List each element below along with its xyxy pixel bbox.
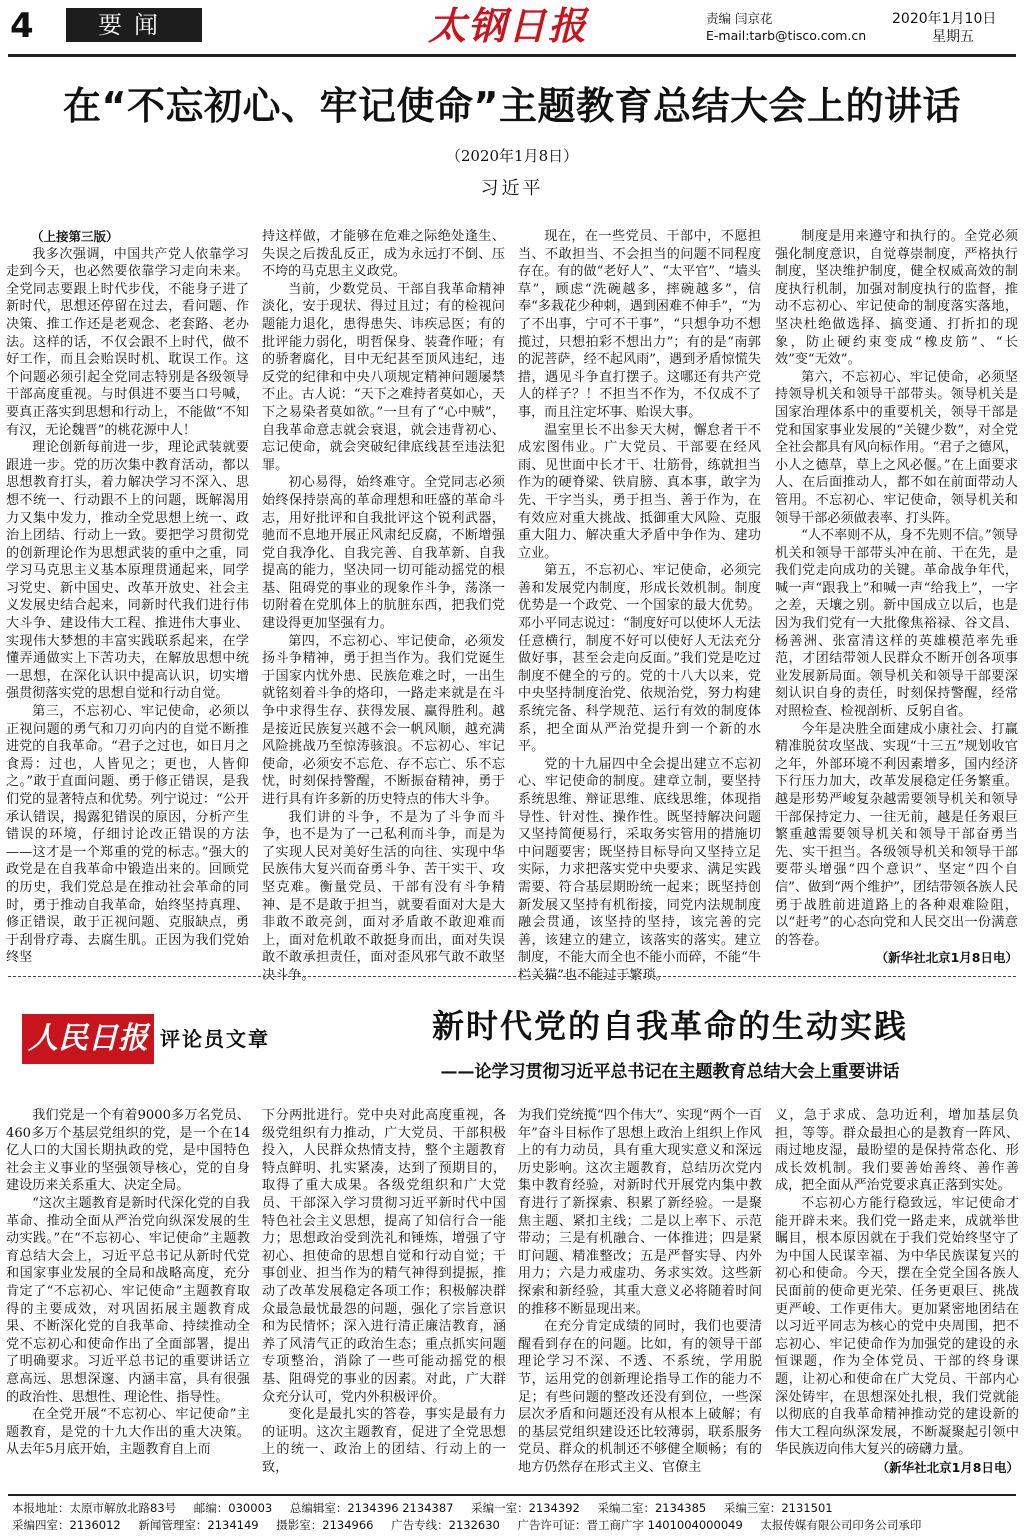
editor-email: E-mail:tarb@tisco.com.cn (706, 28, 867, 43)
footer-dept2-phone: 采编二室：2134385 (597, 1501, 707, 1515)
article1-date: （2020年1月8日） (445, 147, 579, 165)
issue-date-block (892, 10, 996, 46)
paragraph: 下分两批进行。党中央对此高度重视，各级党组织有力推动，广大党员、干部积极投入，人民群众热情支持，整个主题教育特点鲜明、扎实紧凑，达到了预期目的，取得了重大成果。各级党组织和广大党员、干部深入学习贯彻习近平新时代中国特色社会主义思想，提高了知信行合一能力；思想政治受到洗礼和锤炼，增强了守初心、担使命的思想自觉和行动自觉；干事创业、担当作为的精气神得到提振，推动了改革发展稳定各项工作；积极解决群众最急最忧最怨的问题，强化了宗旨意识和为民情怀；深入进行清正廉洁教育，涵养了风清气正的政治生态；重点抓实问题专项整治，消除了一些可能动摇党的根基、阻碍党的事业的因素。对此，广大群众充分认可，党内外积极评价。 (262, 1108, 506, 1405)
continued-note: （上接第三版） (31, 229, 119, 244)
editor-info (706, 10, 866, 44)
article1-signoff: （新华社北京1月8日电） (875, 950, 1018, 966)
section-tag: 要闻 (66, 8, 202, 42)
section-divider (8, 976, 1016, 977)
footer-photo-phone: 摄影室：2134966 (276, 1518, 374, 1532)
paragraph: 在全党开展“不忘初心、牢记使命”主题教育，是党的十九大作出的重大决策。从去年5月底开始，主题教育自上而 (6, 1407, 250, 1458)
article1-column-1 (6, 228, 249, 966)
issue-date: 2020年1月10日 (892, 11, 997, 27)
footer-dept1-phone: 采编一室：2134392 (471, 1501, 580, 1515)
footer-postcode: 邮编：030003 (193, 1501, 273, 1515)
issue-weekday: 星期五 (932, 29, 974, 45)
newspaper-logo: 太钢日报 (428, 3, 589, 48)
footer-line-2 (12, 1517, 1016, 1534)
footer-rule (8, 1494, 1016, 1496)
page-number: 4 (10, 6, 34, 46)
footer-printer: 太报传媒有限公司印务公司承印 (760, 1518, 922, 1532)
paragraph: 党的十九届四中全会提出建立不忘初心、牢记使命的制度。建章立制，要坚持系统思维、辩证思维、底线思维，体现指导性、针对性、操作性。既坚持解决问题又坚持简便易行，采取务实管用的措施切中问题要害；既坚持目标导向又坚持立足实际，力求把落实党中央要求、满足实践需要、符合基层期盼统一起来；既坚持创新发展又坚持有机衔接，同党内法规制度融会贯通，该坚持的坚持，该完善的完善，该建立的建立，该落实的落实。建立制度，不能大而全也不能小而碎，不能“牛栏关猫”也不能过于繁琐。 (518, 756, 761, 983)
paragraph: 当前，少数党员、干部自我革命精神淡化，安于现状、得过且过；有的检视问题能力退化，患得患失、讳疾忌医；有的批评能力弱化，明哲保身、装聋作哑；有的骄奢腐化，目中无纪甚至顶风违纪，违反党的纪律和中央八项规定精神问题屡禁不止。古人说：“天下之难持者莫如心，天下之易染者莫如欲。”一旦有了“心中贼”，自我革命意志就会衰退，就会违背初心、忘记使命，就会突破纪律底线甚至违法犯罪。 (262, 281, 505, 473)
masthead (0, 0, 1024, 56)
article1-title: 在“不忘初心、牢记使命”主题教育总结大会上的讲话 (63, 84, 961, 128)
paragraph: 义，急于求成、急功近利，增加基层负担，等等。群众最担心的是教育一阵风、雨过地皮湿，最盼望的是保持常态化、形成长效机制。我们要善始善终、善作善成，把全面从严治党要求真正落到实处。 (775, 1108, 1019, 1194)
footer-news-mgmt-phone: 新闻管理室：2134149 (138, 1518, 259, 1532)
article1-column-4 (775, 228, 1018, 966)
peoples-daily-logo: 人民日报 (22, 1014, 154, 1064)
paragraph: 第四，不忘初心、牢记使命，必须发扬斗争精神，勇于担当作为。我们党诞生于国家内忧外患、民族危难之时，一出生就铭刻着斗争的烙印，一路走来就是在斗争中求得生存、获得发展、赢得胜利。越是接近民族复兴越不会一帆风顺，越充满风险挑战乃至惊涛骇浪。不忘初心、牢记使命，必须安不忘危、存不忘亡、乐不忘忧，时刻保持警醒，不断振奋精神，勇于进行具有许多新的历史特点的伟大斗争。 (262, 633, 505, 807)
paragraph: 我们党是一个有着9000多万名党员、460多万个基层党组织的党，是一个在14亿人口的大国长期执政的党，是中国特色社会主义事业的坚强领导核心，党的自身建设历来关系重大、决定全局。 (6, 1108, 250, 1194)
paragraph: 第六，不忘初心、牢记使命，必须坚持领导机关和领导干部带头。领导机关是国家治理体系中的重要机关，领导干部是党和国家事业发展的“关键少数”，对全党全社会都具有风向标作用。“君子之德风，小人之德草，草上之风必偃。”在上面要求人、在后面推动人，都不如在前面带动人管用。不忘初心、牢记使命，领导机关和领导干部必须做表率、打头阵。 (775, 369, 1018, 526)
article2-column-2 (262, 1107, 506, 1479)
paragraph: 第三，不忘初心、牢记使命，必须以正视问题的勇气和刀刃向内的自觉不断推进党的自我革命。“君子之过也，如日月之食焉：过也，人皆见之；更也，人皆仰之。”敢于直面问题、勇于修正错误，是我们党的显著特点和优势。列宁说过：“公开承认错误，揭露犯错误的原因，分析产生错误的环境，仔细讨论改正错误的方法——这才是一个郑重的党的标志。”强大的政党是在自我革命中锻造出来的。回顾党的历史，我们党总是在推动社会革命的同时，勇于推动自我革命，始终坚持真理、修正错误，敢于正视问题、克服缺点，勇于刮骨疗毒、去腐生肌。正因为我们党始终坚 (6, 704, 249, 966)
article2-signoff: （新华社北京1月8日电） (876, 1459, 1019, 1475)
footer-dept3-phone: 采编三室：2131501 (723, 1501, 833, 1515)
paragraph: “这次主题教育是新时代深化党的自我革命、推动全面从严治党向纵深发展的生动实践。”在“不忘初心、牢记使命”主题教育总结大会上，习近平总书记从新时代党和国家事业发展的全局和战略高度，充分肯定了“不忘初心、牢记使命”主题教育取得的主要成效，对巩固拓展主题教育成果、不断深化党的自我革命、持续推动全党不忘初心和使命作出了全面部署，提出了明确要求。习近平总书记的重要讲话立意高远、思想深邃、内涵丰富，具有很强的政治性、思想性、理论性、指导性。 (6, 1195, 250, 1405)
paragraph: 我多次强调，中国共产党人依靠学习走到今天，也必然要依靠学习走向未来。全党同志要跟上时代步伐，不能身子进了新时代，思想还停留在过去，看问题、作决策、推工作还是老观念、老套路、老办法。这样的话，不仅会跟不上时代，做不好工作，而且会贻误时机、耽误工作。这个问题必须引起全党同志特别是各级领导干部高度重视。与时俱进不要当口号喊，要真正落实到思想和行动上，不能做“不知有汉，无论魏晋”的桃花源中人！ (6, 246, 249, 438)
article2-subtitle: ——论学习贯彻习近平总书记在主题教育总结大会上重要讲话 (440, 1062, 900, 1082)
paragraph: 初心易得，始终难守。全党同志必须始终保持崇高的革命理想和旺盛的革命斗志，用好批评和自我批评这个锐利武器，驰而不息地开展正风肃纪反腐，不断增强党自我净化、自我完善、自我革新、自我提高的能力，坚决同一切可能动摇党的根基、阻碍党的事业的现象作斗争，荡涤一切附着在党肌体上的肮脏东西，把我们党建设得更加坚强有力。 (262, 475, 505, 632)
article1-column-2 (262, 228, 505, 983)
commentator-label: 评论员文章 (160, 1027, 270, 1051)
footer-ad-phone: 广告专线：2132630 (391, 1518, 500, 1532)
paragraph: 变化是最扎实的答卷，事实是最有力的证明。这次主题教育，促进了全党思想上的统一、政治上的团结、行动上的一致， (262, 1407, 506, 1475)
footer-chief-editor-phone: 总编辑室：2134396 2134387 (289, 1501, 454, 1515)
footer-line-1 (12, 1500, 1016, 1517)
article1-author: 习近平 (480, 178, 544, 199)
paragraph: 我们讲的斗争，不是为了斗争而斗争，也不是为了一己私利而斗争，而是为了实现人民对美好生活的向往、实现中华民族伟大复兴而奋勇斗争、苦干实干、攻坚克难。衡量党员、干部有没有斗争精神、是不是敢于担当，就要看面对大是大非敢不敢亮剑，面对矛盾敢不敢迎难而上，面对危机敢不敢挺身而出，面对失误敢不敢承担责任，面对歪风邪气敢不敢坚决斗争。 (262, 809, 505, 983)
paragraph: 为我们党统揽“四个伟大”、实现“两个一百年”奋斗目标作了思想上政治上组织上作风上的有力动员，具有重大现实意义和深远历史影响。这次主题教育，总结历次党内集中教育经验，对新时代开展党内集中教育进行了新探索、积累了新经验。一是聚焦主题、紧扣主线；二是以上率下、示范带动；三是有机融合、一体推进；四是紧盯问题、精准整改；五是严督实导、内外用力；六是力戒虚功、务求实效。这些新探索和新经验，其重大意义必将随着时间的推移不断显现出来。 (518, 1108, 762, 1317)
paragraph: 不忘初心方能行稳致远，牢记使命才能开辟未来。我们党一路走来，成就举世瞩目，根本原因就在于我们党始终坚守了为中国人民谋幸福、为中华民族谋复兴的初心和使命。今天，摆在全党全国各族人民面前的使命更光荣、任务更艰巨、挑战更严峻、工作更伟大。更加紧密地团结在以习近平同志为核心的党中央周围，把不忘初心、牢记使命作为加强党的建设的永恒课题，作为全体党员、干部的终身课题，让初心和使命在广大党员、干部内心深处铸牢，在思想深处扎根，我们党就能以彻底的自我革命精神推动党的建设新的伟大工程向纵深发展，不断凝聚起引领中华民族迈向伟大复兴的磅礴力量。 (775, 1195, 1019, 1458)
paragraph: 温室里长不出参天大树，懈怠者干不成宏图伟业。广大党员、干部要在经风雨、见世面中长才干、壮筋骨，练就担当作为的硬脊梁、铁肩膀、真本事，敢字为先、干字当头，勇于担当、善于作为，在有效应对重大挑战、抵御重大风险、克服重大阻力、解决重大矛盾中争作为、建功立业。 (518, 422, 761, 561)
editor-name: 责编 闫京花 (706, 11, 773, 26)
article2-column-4 (775, 1107, 1019, 1479)
footer-ad-license: 广告许可证：晋工商广字 1401004000049 (517, 1518, 743, 1532)
article1-column-3 (518, 228, 761, 983)
article2-title: 新时代党的自我革命的生动实践 (431, 1007, 908, 1045)
article2-column-3 (518, 1107, 762, 1479)
paragraph: 制度是用来遵守和执行的。全党必须强化制度意识，自觉尊崇制度，严格执行制度，坚决维护制度，健全权威高效的制度执行机制，加强对制度执行的监督，推动不忘初心、牢记使命的制度落实落地，坚决杜绝做选择、搞变通、打折扣的现象，防止硬约束变成“橡皮筋”、“长效”变“无效”。 (775, 229, 1018, 368)
paragraph: 第五，不忘初心、牢记使命，必须完善和发展党内制度，形成长效机制。制度优势是一个政党、一个国家的最大优势。邓小平同志说过：“制度好可以使坏人无法任意横行，制度不好可以使好人无法充分做好事，甚至会走向反面。”我们党是吃过制度不健全的亏的。党的十八大以来，党中央坚持制度治党、依规治党，努力构建系统完备、科学规范、运行有效的制度体系，把全面从严治党提升到一个新的水平。 (518, 563, 761, 755)
paragraph: 现在，在一些党员、干部中，不愿担当、不敢担当、不会担当的问题不同程度存在。有的做“老好人”、“太平官”、“墙头草”，顾虑“洗碗越多，摔碗越多”，信奉“多栽花少种刺，遇到困难不伸手”，“为了不出事，宁可不干事”，“只想争功不想揽过，只想拍彩不想出力”；有的是“南郭的泥菩萨，经不起风雨”，遇到矛盾惊慌失措，遇见斗争直打摆子。这哪还有共产党人的样子？！不担当不作为，不仅成不了事，而且注定坏事、贻误大事。 (518, 229, 761, 420)
paragraph: 今年是决胜全面建成小康社会、打赢精准脱贫攻坚战、实现“十三五”规划收官之年，外部环境不利因素增多，国内经济下行压力加大，改革发展稳定任务繁重。越是形势严峻复杂越需要领导机关和领导干部保持定力、一往无前，越是任务艰巨繁重越需要领导机关和领导干部奋勇当先、实干担当。各级领导机关和领导干部要带头增强“四个意识”、坚定“四个自信”、做到“两个维护”，团结带领各族人民勇于战胜前进道路上的各种艰难险阻，以“赶考”的心态向党和人民交出一份满意的答卷。 (775, 721, 1018, 948)
article2-column-1 (6, 1107, 250, 1479)
footer (12, 1500, 1016, 1534)
footer-address: 本报地址：太原市解放北路83号 (12, 1501, 177, 1515)
masthead-rule (8, 54, 1016, 57)
paragraph: 理论创新每前进一步，理论武装就要跟进一步。党的历次集中教育活动，都以思想教育打头，着力解决学习不深入、思想不统一、行动跟不上的问题，既解渴用力又集中发力，推动全党思想上统一、政治上团结、行动上一致。要把学习贯彻党的创新理论作为思想武装的重中之重，同学习马克思主义基本原理贯通起来，同学习党史、新中国史、改革开放史、社会主义发展史结合起来，同新时代我们进行伟大斗争、建设伟大工程、推进伟大事业、实现伟大梦想的丰富实践联系起来，在学懂弄通做实上下苦功夫，在解放思想中统一思想，在深化认识中提高认识，切实增强贯彻落实党的思想自觉和行动自觉。 (6, 440, 249, 702)
footer-dept4-phone: 采编四室：2136012 (12, 1518, 121, 1532)
paragraph: 在充分肯定成绩的同时，我们也要清醒看到存在的问题。比如，有的领导干部理论学习不深、不透、不系统，学用脱节，运用党的创新理论指导工作的能力不足；有些问题的整改还没有到位，一些深层次矛盾和问题还没有从根本上破解；有的基层党组织建设还比较薄弱，联系服务党员、群众的机制还不够健全顺畅；有的地方仍然存在形式主义、官僚主 (518, 1319, 762, 1475)
paragraph: 持这样做，才能够在危难之际绝处逢生、失误之后拨乱反正，成为永远打不倒、压不垮的马克思主义政党。 (262, 229, 505, 280)
paragraph: “人不率则不从，身不先则不信。”领导机关和领导干部带头冲在前、干在先，是我们党走向成功的关键。革命战争年代，喊一声“跟我上”和喊一声“给我上”，一字之差，天壤之别。新中国成立以后，也是因为我们党有一大批像焦裕禄、谷文昌、杨善洲、张富清这样的英雄模范率先垂范，才团结带领人民群众不断开创各项事业发展新局面。领导机关和领导干部要深刻认识自身的责任，时刻保持警醒，经常对照检查、检视剖析、反躬自省。 (775, 528, 1018, 720)
